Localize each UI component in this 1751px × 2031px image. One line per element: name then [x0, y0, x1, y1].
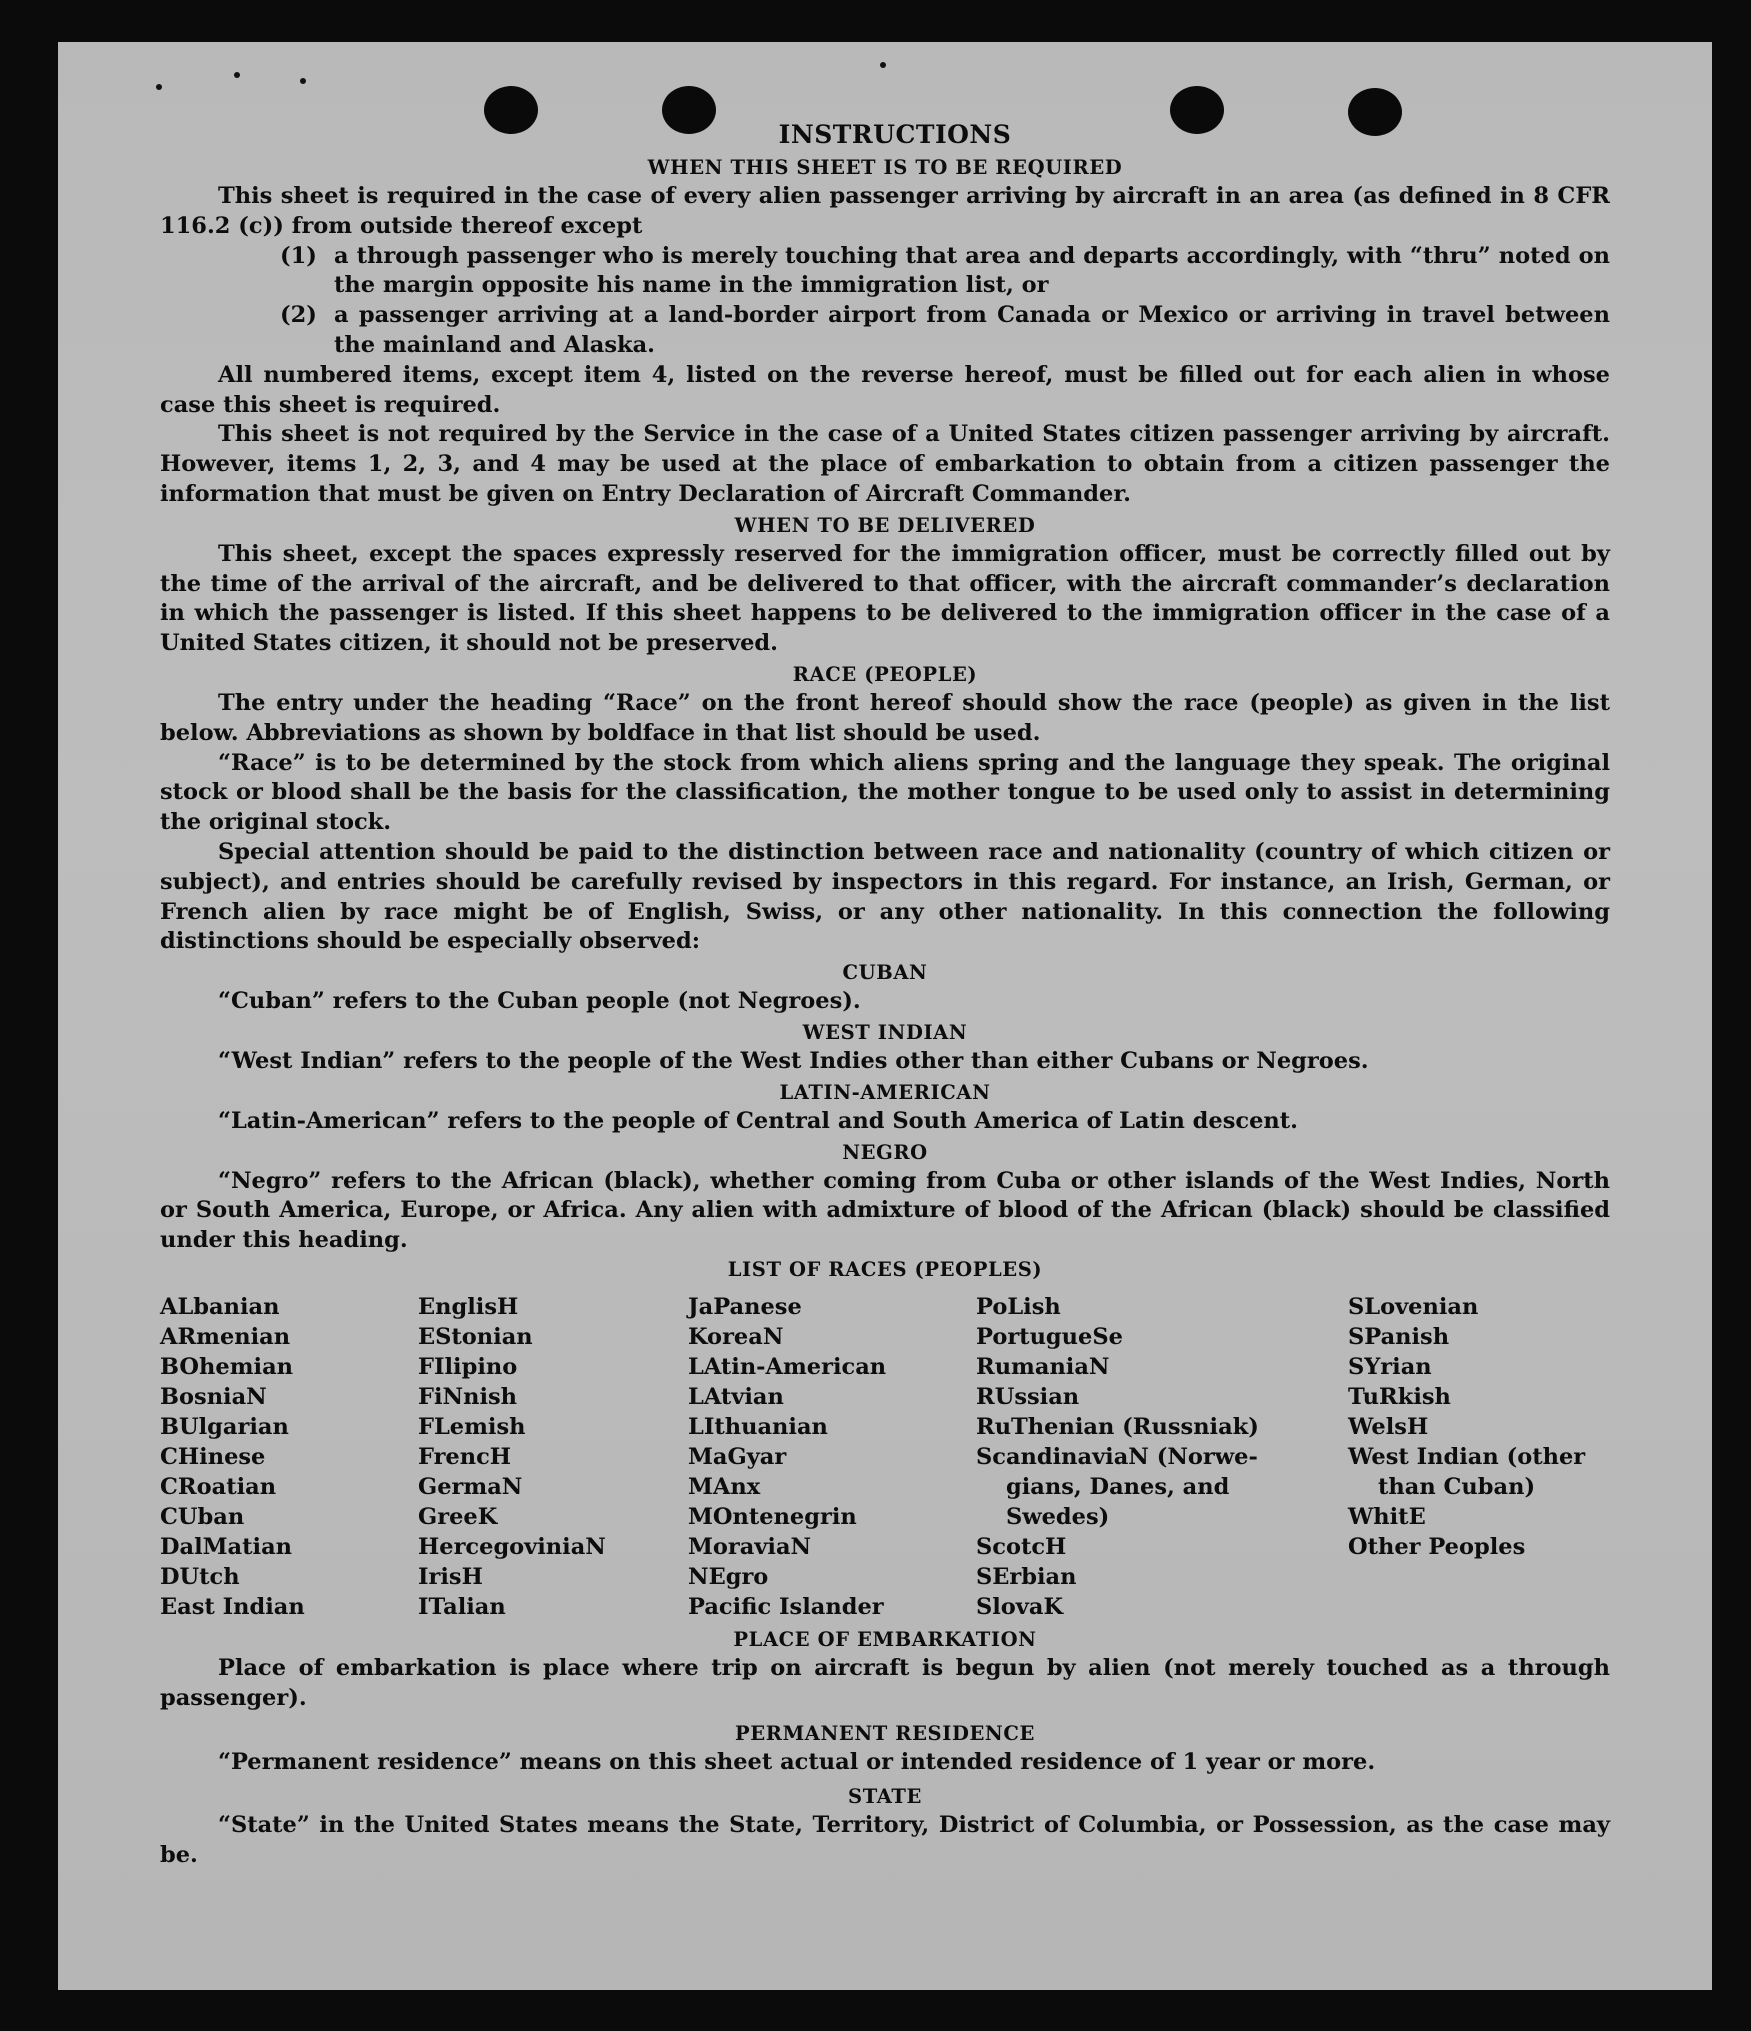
paragraph: Place of embarkation is place where trip on aircraft is begun by alien (not merely touched as a through passenger).: [160, 1654, 1610, 1711]
section-heading: STATE: [848, 1785, 922, 1809]
race-item: gians, Danes, and: [1006, 1473, 1230, 1500]
paragraph: “West Indian” refers to the people of the West Indies other than either Cubans or Negroes.: [218, 1047, 1369, 1074]
race-item: LIthuanian: [688, 1413, 828, 1440]
race-item: BosniaN: [160, 1383, 267, 1410]
race-item: RUssian: [976, 1383, 1080, 1410]
list-text: a through passenger who is merely touching that area and departs accordingly, with “thru” noted on the margin opposite his name in the immigration list, or: [334, 242, 1610, 299]
paragraph: “Cuban” refers to the Cuban people (not Negroes).: [218, 988, 861, 1015]
race-item: Pacific Islander: [688, 1593, 884, 1620]
race-item: IrisH: [418, 1563, 483, 1590]
race-item: GermaN: [418, 1473, 523, 1500]
paragraph: “Race” is to be determined by the stock from which aliens spring and the language they speak. The original stock or blood shall be the basis for the classification, the mother tongue to be used only to assist in determining the original stock.: [160, 749, 1610, 836]
race-item: WhitE: [1348, 1503, 1426, 1530]
race-item: FiNnish: [418, 1383, 518, 1410]
races-column: [160, 1292, 418, 1622]
race-item: SErbian: [976, 1563, 1077, 1590]
race-item: TuRkish: [1348, 1383, 1451, 1410]
race-item: ARmenian: [160, 1323, 291, 1350]
race-item: MoraviaN: [688, 1533, 812, 1560]
section-heading: NEGRO: [842, 1140, 928, 1164]
race-item: KoreaN: [688, 1323, 784, 1350]
race-item: Swedes): [1006, 1503, 1110, 1530]
race-item: GreeK: [418, 1503, 498, 1530]
races-column: [688, 1292, 976, 1622]
section-heading: WEST INDIAN: [802, 1020, 968, 1044]
race-item: RuThenian (Russniak): [976, 1413, 1259, 1440]
section-heading: LATIN-AMERICAN: [779, 1080, 991, 1104]
race-item: West Indian (other: [1348, 1443, 1586, 1470]
paragraph: This sheet, except the spaces expressly reserved for the immigration officer, must be correctly filled out by the time of the arrival of the aircraft, and be delivered to that officer, with the aircraft commander’s declaration in which the passenger is listed. If this sheet happens to be delivered to the immigration officer in the case of a United States citizen, it should not be preserved.: [160, 540, 1610, 657]
list-text: a passenger arriving at a land-border airport from Canada or Mexico or arriving in travel between the mainland and Alaska.: [334, 302, 1610, 358]
speck: [156, 84, 162, 90]
paragraph: “State” in the United States means the State, Territory, District of Columbia, or Possession, as the case may be.: [160, 1812, 1610, 1869]
paragraph: “Negro” refers to the African (black), whether coming from Cuba or other islands of the West Indies, North or South America, Europe, or Africa. Any alien with admixture of blood of the African (black) should be classified under this heading.: [160, 1167, 1610, 1254]
page-title: INSTRUCTIONS: [778, 120, 1012, 149]
race-item: ALbanian: [160, 1293, 280, 1320]
race-item: BOhemian: [160, 1353, 294, 1380]
paragraph: All numbered items, except item 4, listed on the reverse hereof, must be filled out for each alien in whose case this sheet is required.: [160, 361, 1610, 418]
speck: [234, 72, 240, 78]
paragraph: This sheet is required in the case of every alien passenger arriving by aircraft in an area (as defined in 8 CFR 116.2 (c)) from outside thereof except: [160, 183, 1610, 239]
race-item: LAtvian: [688, 1383, 784, 1410]
race-item: BUlgarian: [160, 1413, 289, 1440]
race-item: DalMatian: [160, 1533, 293, 1560]
race-item: SPanish: [1348, 1323, 1450, 1350]
race-item: NEgro: [688, 1563, 769, 1590]
race-item: ScandinaviaN (Norwe-: [976, 1443, 1258, 1470]
race-item: HercegoviniaN: [418, 1533, 606, 1560]
race-item: SlovaK: [976, 1593, 1064, 1620]
section-heading: CUBAN: [842, 961, 928, 985]
race-item: WelsH: [1348, 1413, 1429, 1440]
race-item: ScotcH: [976, 1533, 1067, 1560]
race-item: FIlipino: [418, 1353, 518, 1380]
race-item: CRoatian: [160, 1473, 277, 1500]
speck: [880, 62, 886, 68]
section-heading: PERMANENT RESIDENCE: [735, 1721, 1035, 1745]
race-item: than Cuban): [1378, 1473, 1536, 1500]
document-sheet: [58, 42, 1712, 1990]
list-item: [280, 242, 1610, 302]
race-item: JaPanese: [688, 1293, 802, 1320]
races-column: [1348, 1292, 1610, 1622]
section-heading: PLACE OF EMBARKATION: [733, 1627, 1037, 1651]
paragraph: “Latin-American” refers to the people of Central and South America of Latin descent.: [218, 1107, 1298, 1134]
paragraph: The entry under the heading “Race” on the front hereof should show the race (people) as given in the list below. Abbreviations as shown by boldface in that list should be used.: [160, 689, 1610, 746]
list-number: (1): [280, 242, 317, 269]
race-item: ITalian: [418, 1593, 506, 1620]
race-item: EStonian: [418, 1323, 533, 1350]
instructions-content: [160, 118, 1610, 1871]
race-item: SYrian: [1348, 1353, 1432, 1380]
race-item: MOntenegrin: [688, 1503, 857, 1530]
race-item: FLemish: [418, 1413, 526, 1440]
race-item: CHinese: [160, 1443, 266, 1470]
list-item: [280, 301, 1610, 361]
race-item: LAtin-American: [688, 1353, 887, 1380]
race-item: RumaniaN: [976, 1353, 1110, 1380]
section-heading: LIST OF RACES (PEOPLES): [727, 1257, 1043, 1281]
paragraph: Special attention should be paid to the distinction between race and nationality (country of which citizen or subject), and entries should be carefully revised by inspectors in this regard. For instance, an Irish, German, or French alien by race might be of English, Swiss, or any other nationality. In this connection the following distinctions should be especially observed:: [160, 838, 1610, 955]
races-list: [160, 1292, 1610, 1622]
race-item: CUban: [160, 1503, 245, 1530]
race-item: PortugueSe: [976, 1323, 1123, 1350]
race-item: PoLish: [976, 1293, 1061, 1320]
race-item: MAnx: [688, 1473, 761, 1500]
race-item: East Indian: [160, 1593, 305, 1620]
speck: [300, 78, 306, 84]
race-item: DUtch: [160, 1563, 240, 1590]
section-heading: RACE (PEOPLE): [792, 662, 978, 686]
race-item: FrencH: [418, 1443, 512, 1470]
paragraph: This sheet is not required by the Service in the case of a United States citizen passenger arriving by aircraft. However, items 1, 2, 3, and 4 may be used at the place of embarkation to obtain from a citizen passenger the information that must be given on Entry Declaration of Aircraft Commander.: [160, 421, 1610, 507]
paragraph: “Permanent residence” means on this sheet actual or intended residence of 1 year or more.: [218, 1748, 1376, 1775]
section-heading: WHEN TO BE DELIVERED: [734, 513, 1036, 537]
race-item: Other Peoples: [1348, 1533, 1526, 1560]
race-item: MaGyar: [688, 1443, 787, 1470]
race-item: SLovenian: [1348, 1293, 1479, 1320]
races-column: [418, 1292, 688, 1622]
races-column: [976, 1292, 1348, 1622]
list-number: (2): [280, 302, 317, 329]
race-item: EnglisH: [418, 1293, 519, 1320]
section-heading: WHEN THIS SHEET IS TO BE REQUIRED: [647, 156, 1123, 179]
